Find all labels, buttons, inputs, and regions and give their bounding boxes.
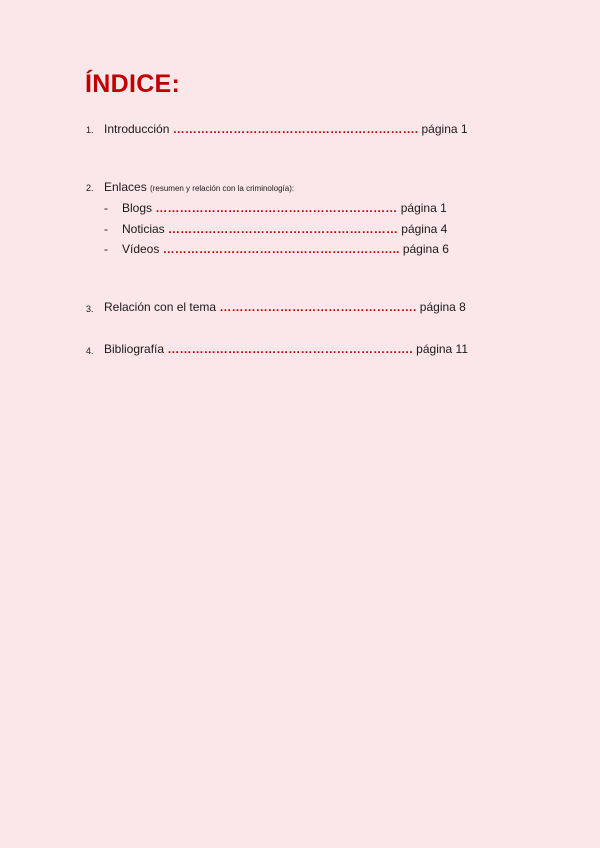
dot-leader: ………………………………………………… <box>168 222 398 236</box>
subentry-page: página 1 <box>400 201 447 215</box>
subentry-page: página 6 <box>402 242 449 256</box>
entry-number: 1. <box>86 125 94 135</box>
toc-subentry-videos <box>122 242 449 256</box>
subentry-page: página 4 <box>401 222 448 236</box>
toc-subentry-blogs <box>122 201 447 215</box>
toc-entry-bibliografia <box>104 342 468 356</box>
subentry-label: Blogs <box>122 201 153 215</box>
subentry-label: Vídeos <box>122 242 160 256</box>
toc-entry-enlaces <box>104 180 294 196</box>
toc-subentry-noticias <box>122 222 447 236</box>
entry-page: página 11 <box>416 342 468 356</box>
dot-leader: ……………………………………………………. <box>167 342 413 356</box>
dot-leader: ………………………………………………….. <box>162 242 400 256</box>
dot-leader: …………………………………………. <box>219 300 417 314</box>
entry-label: Relación con el tema <box>104 300 217 314</box>
entry-page: página 1 <box>421 122 468 136</box>
dot-leader: …………………………………………………… <box>155 201 398 215</box>
dot-leader: ……………………………………………………. <box>172 122 419 136</box>
toc-entry-introduccion <box>104 122 468 136</box>
subentry-label: Noticias <box>122 222 165 236</box>
index-title: ÍNDICE: <box>85 70 181 98</box>
entry-page: página 8 <box>419 300 466 314</box>
entry-number: 4. <box>86 346 94 356</box>
entry-label: Bibliografía <box>104 342 165 356</box>
entry-number: 2. <box>86 183 94 193</box>
entry-label: Enlaces <box>104 180 147 194</box>
entry-number: 3. <box>86 304 94 314</box>
entry-note: (resumen y relación con la criminología): <box>150 184 295 193</box>
subitem-marker: - <box>104 222 108 236</box>
subitem-marker: - <box>104 242 108 256</box>
subitem-marker: - <box>104 201 108 215</box>
toc-entry-relacion <box>104 300 466 314</box>
entry-label: Introducción <box>104 122 170 136</box>
